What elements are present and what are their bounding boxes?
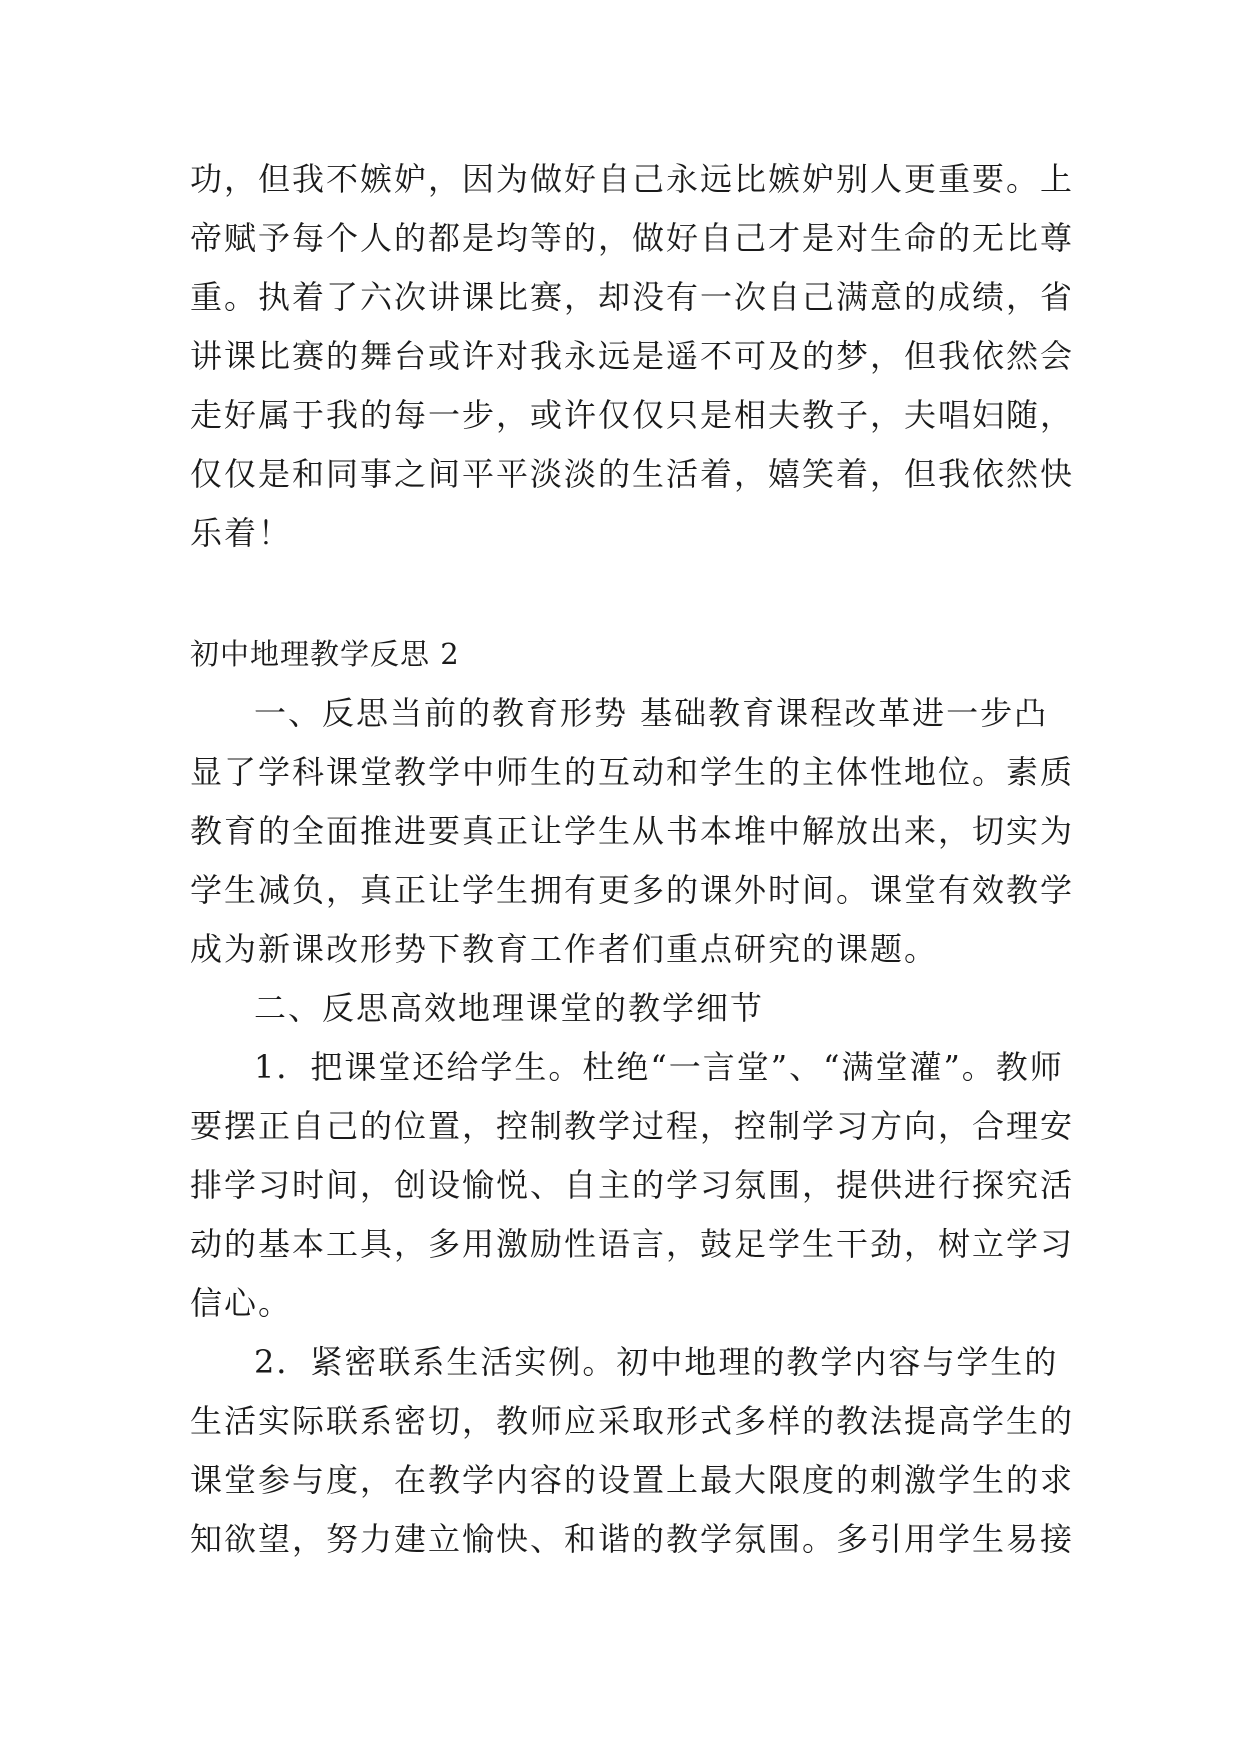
text-line: 一、反思当前的教育形势 基础教育课程改革进一步凸 <box>254 694 1049 732</box>
text-line: 信心。 <box>190 1284 293 1322</box>
section-spacer <box>190 563 1052 625</box>
paragraph-point-2 <box>190 1333 1075 1569</box>
text-line: 生活实际联系密切，教师应采取形式多样的教法提高学生的 <box>190 1402 1075 1440</box>
text-line: 教育的全面推进要真正让学生从书本堆中解放出来，切实为 <box>190 812 1075 850</box>
paragraph-teaching-details-heading <box>190 979 1052 1038</box>
text-line: 学生减负，真正让学生拥有更多的课外时间。课堂有效教学 <box>190 871 1075 909</box>
text-line: 重。执着了六次讲课比赛，却没有一次自己满意的成绩，省 <box>190 278 1075 316</box>
continuation-paragraph <box>190 150 1075 563</box>
text-line: 讲课比赛的舞台或许对我永远是遥不可及的梦，但我依然会 <box>190 337 1075 375</box>
text-line: 帝赋予每个人的都是均等的，做好自己才是对生命的无比尊 <box>190 219 1075 257</box>
section-title: 初中地理教学反思 2 <box>190 637 460 671</box>
text-line: 排学习时间，创设愉悦、自主的学习氛围，提供进行探究活 <box>190 1166 1075 1204</box>
text-line: 知欲望，努力建立愉快、和谐的教学氛围。多引用学生易接 <box>190 1520 1075 1558</box>
text-line: 成为新课改形势下教育工作者们重点研究的课题。 <box>190 930 939 968</box>
text-line: 仅仅是和同事之间平平淡淡的生活着，嬉笑着，但我依然快 <box>190 455 1075 493</box>
text-line: 要摆正自己的位置，控制教学过程，控制学习方向，合理安 <box>190 1107 1075 1145</box>
text-line: 课堂参与度，在教学内容的设置上最大限度的刺激学生的求 <box>190 1461 1075 1499</box>
text-line: 二、反思高效地理课堂的教学细节 <box>254 989 765 1027</box>
text-line: 乐着！ <box>190 514 293 552</box>
text-line: 1．把课堂还给学生。杜绝“一言堂”、“满堂灌”。教师 <box>254 1048 1064 1086</box>
paragraph-education-situation <box>190 684 1075 979</box>
text-line: 走好属于我的每一步，或许仅仅只是相夫教子，夫唱妇随， <box>190 396 1075 434</box>
paragraph-point-1 <box>190 1038 1075 1333</box>
text-line: 功，但我不嫉妒，因为做好自己永远比嫉妒别人更重要。上 <box>190 160 1075 198</box>
text-line: 动的基本工具，多用激励性语言，鼓足学生干劲，树立学习 <box>190 1225 1075 1263</box>
text-line: 显了学科课堂教学中师生的互动和学生的主体性地位。素质 <box>190 753 1075 791</box>
document-page <box>190 150 1075 1569</box>
text-line: 2．紧密联系生活实例。初中地理的教学内容与学生的 <box>254 1343 1059 1381</box>
